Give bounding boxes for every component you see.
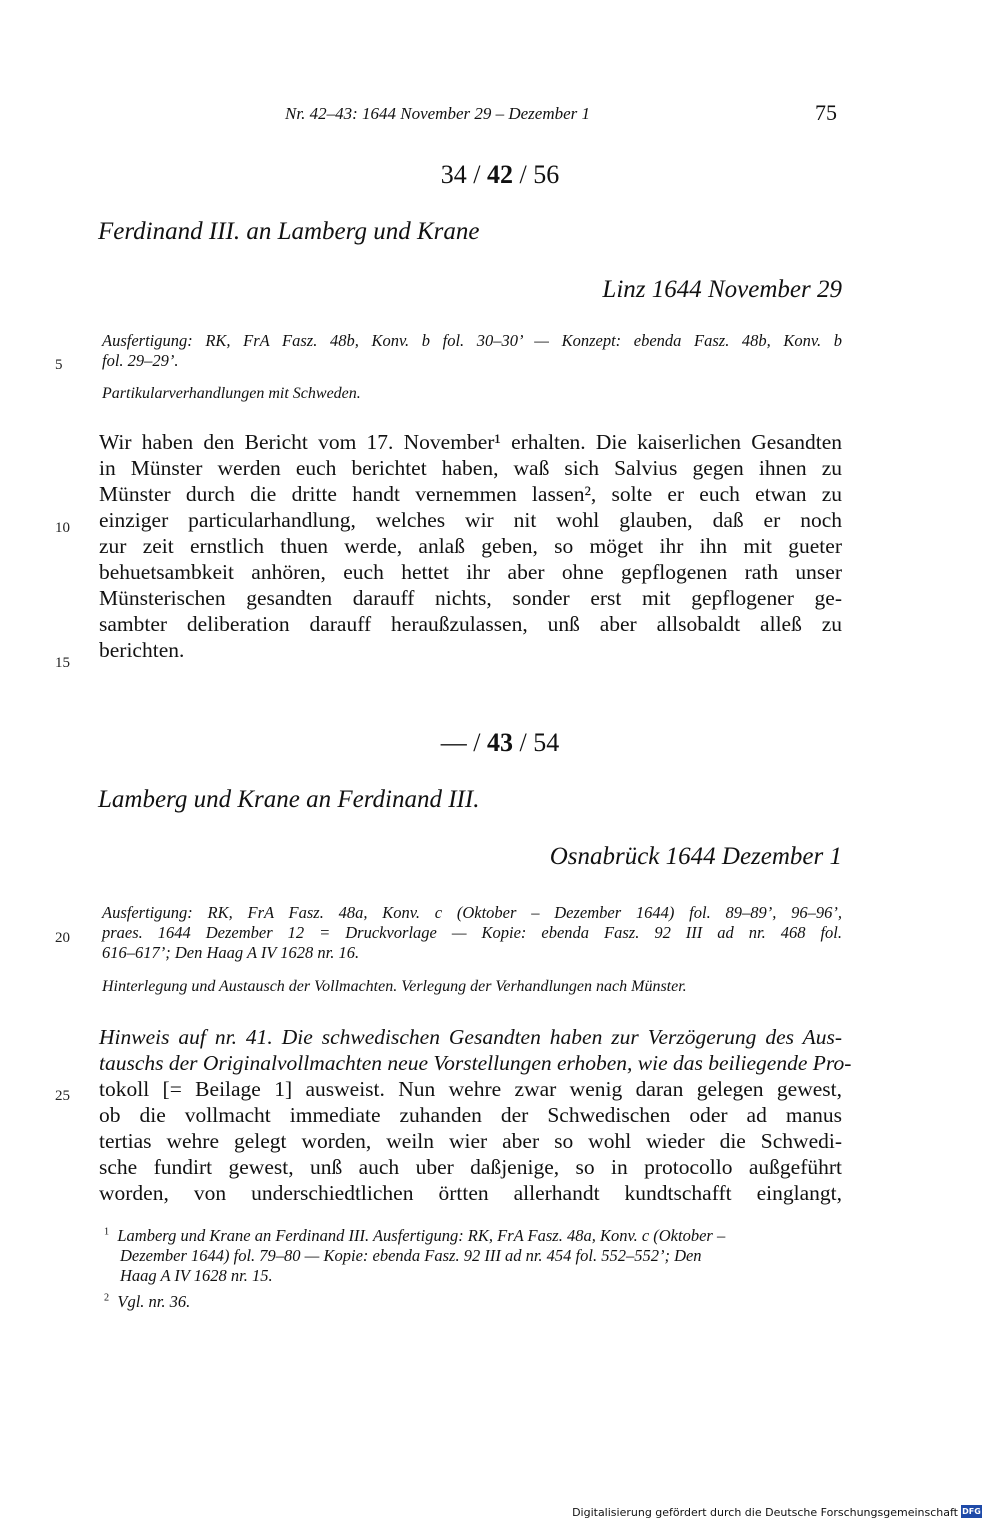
doc-number-left: 34: [440, 160, 467, 189]
doc-number-left: —: [440, 728, 467, 757]
summary-43: Hinterlegung und Austausch der Vollmachten. Verlegung der Verhandlungen nach Münster.: [102, 978, 687, 995]
body-line: berichten.: [99, 638, 185, 662]
footnote-line: Lamberg und Krane an Ferdinand III. Ausfertigung: RK, FrA Fasz. 48a, Konv. c (Oktober –: [117, 1226, 726, 1245]
document-title-43: Lamberg und Krane an Ferdinand III.: [98, 786, 480, 813]
line-number: 25: [55, 1088, 70, 1104]
source-line: Ausfertigung: RK, FrA Fasz. 48b, Konv. b fol. 30–30’ — Konzept: ebenda Fasz. 48b, Konv. b: [102, 331, 842, 350]
footnote-2: [104, 1292, 844, 1312]
line-number: 20: [55, 930, 70, 946]
body-line: einziger particularhandlung, welches wir nit wohl glauben, daß er noch: [99, 508, 842, 532]
doc-number-right: 54: [533, 728, 560, 757]
body-line: worden, von underschiedtlichen örtten allerhandt kundtschafft einglangt,: [99, 1181, 842, 1205]
body-line: Hinweis auf nr. 41. Die schwedischen Gesandten haben zur Verzögerung des Aus-: [99, 1025, 842, 1049]
source-line: 616–617’; Den Haag A IV 1628 nr. 16.: [102, 943, 360, 962]
body-line: tauschs der Originalvollmachten neue Vorstellungen erhoben, wie das beiliegende Pro-: [99, 1051, 852, 1075]
body-line: sambter deliberation darauff heraußzulassen, unß aber allsobaldt alleß zu: [99, 612, 842, 636]
source-line: Ausfertigung: RK, FrA Fasz. 48a, Konv. c (Oktober – Dezember 1644) fol. 89–89’, 96–96’,: [102, 903, 842, 922]
body-line: tertias wehre gelegt worden, weiln wier aber so wohl wieder die Schwedi-: [99, 1129, 842, 1153]
document-number-42: 34 / 42 / 56: [440, 160, 560, 189]
page-number: 75: [815, 100, 837, 125]
doc-number-main: 43: [487, 728, 513, 757]
source-line: fol. 29–29’.: [102, 351, 179, 370]
source-note-43: [102, 903, 842, 963]
footnote-mark: 1: [104, 1226, 110, 1238]
footnote-line: Dezember 1644) fol. 79–80 — Kopie: ebenda Fasz. 92 III ad nr. 454 fol. 552–552’; Den: [120, 1246, 702, 1265]
body-line: ob die vollmacht immediate zuhanden der Schwedischen oder ad manus: [99, 1103, 842, 1127]
footer-text: Digitalisierung gefördert durch die Deutsche Forschungsgemeinschaft: [572, 1506, 958, 1519]
digitization-footer: [0, 1500, 1000, 1525]
source-line: praes. 1644 Dezember 12 = Druckvorlage — Kopie: ebenda Fasz. 92 III ad nr. 468 fol.: [102, 923, 842, 942]
line-number: 15: [55, 655, 70, 671]
line-number: 10: [55, 520, 70, 536]
summary-42: Partikularverhandlungen mit Schweden.: [102, 385, 361, 402]
doc-number-right: 56: [533, 160, 560, 189]
line-number: 5: [55, 357, 63, 373]
footnote-line: Haag A IV 1628 nr. 15.: [120, 1266, 273, 1285]
dateline-42: Linz 1644 November 29: [602, 276, 842, 303]
body-line: zur zeit ernstlich thuen werde, anlaß geben, so möget ihr ihn mit gueter: [99, 534, 842, 558]
body-text-42: [99, 429, 842, 663]
footnote-1: [104, 1226, 844, 1286]
body-line: tokoll [= Beilage 1] ausweist. Nun wehre zwar wenig daran gelegen gewest,: [99, 1077, 842, 1101]
body-line: behuetsambkeit anhören, euch hettet ihr aber ohne gepflogenen rath unser: [99, 560, 842, 584]
body-line: in Münster werden euch berichtet haben, waß sich Salvius gegen ihnen zu: [99, 456, 842, 480]
body-line: sche fundirt gewest, unß auch uber daßjenige, so in protocollo außgeführt: [99, 1155, 842, 1179]
body-line: Wir haben den Bericht vom 17. November¹ erhalten. Die kaiserlichen Gesandten: [99, 430, 842, 454]
footnote-line: Vgl. nr. 36.: [117, 1292, 191, 1311]
dfg-logo-icon: DFG: [962, 1507, 981, 1516]
body-line: Münster durch die dritte handt vernemmen lassen², solte er euch etwan zu: [99, 482, 842, 506]
body-text-43: [99, 1024, 852, 1206]
body-line: Münsterischen gesandten darauff nichts, sonder erst mit gepflogener ge-: [99, 586, 842, 610]
document-number-43: — / 43 / 54: [440, 728, 560, 757]
dateline-43: Osnabrück 1644 Dezember 1: [549, 843, 842, 870]
running-header: Nr. 42–43: 1644 November 29 – Dezember 1: [285, 104, 591, 123]
footnote-mark: 2: [104, 1292, 110, 1304]
doc-number-main: 42: [487, 160, 513, 189]
document-title-42: Ferdinand III. an Lamberg und Krane: [98, 218, 480, 245]
source-note-42: [102, 331, 842, 371]
